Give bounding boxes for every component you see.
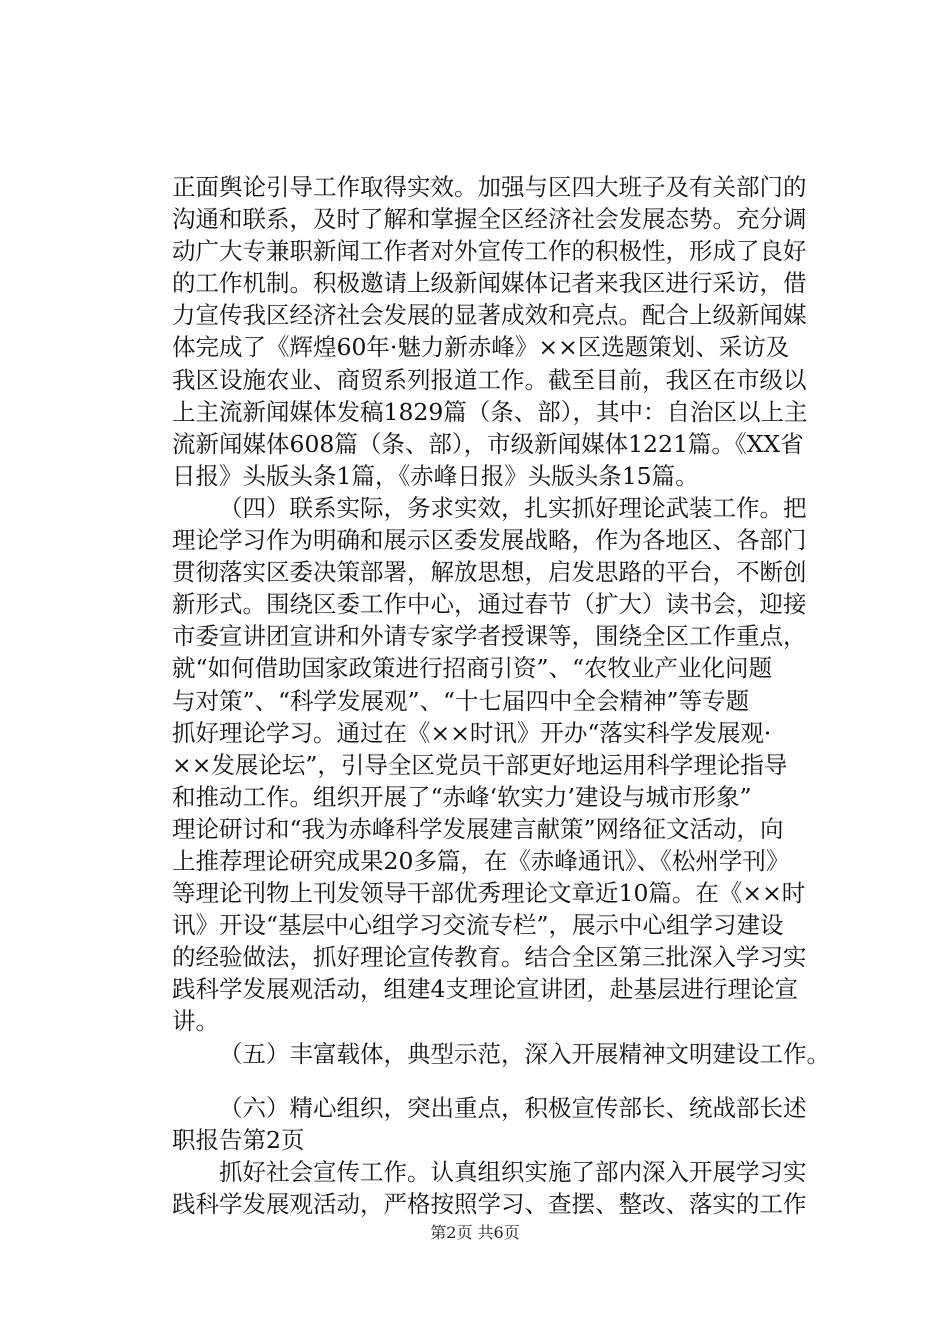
text-line: 践科学发展观活动，严格按照学习、查摆、整改、落实的工作 — [172, 1189, 807, 1218]
text-line: 上主流新闻媒体发稿1829篇（条、部），其中：自治区以上主 — [172, 397, 808, 426]
text-line: 和推动工作。组织开展了“赤峰‘软实力’建设与城市形象” — [172, 782, 752, 811]
paragraph-gap — [172, 1070, 844, 1092]
text-line: 体完成了《辉煌60年·魅力新赤峰》××区选题策划、采访及 — [172, 333, 790, 362]
text-line: 理论研讨和“我为赤峰科学发展建言献策”网络征文活动，向 — [172, 814, 784, 843]
text-line: 流新闻媒体608篇（条、部），市级新闻媒体1221篇。《XX省 — [172, 429, 804, 458]
text-line: 讲。 — [172, 1007, 219, 1036]
section-five-heading: （五）丰富载体，典型示范，深入开展精神文明建设工作。 — [219, 1039, 830, 1068]
text-line: 就“如何借助国家政策进行招商引资”、“农牧业产业化问题 — [172, 654, 773, 683]
page-number: 第2页 共6页 — [430, 1223, 520, 1242]
text-line: 抓好社会宣传工作。认真组织实施了部内深入开展学习实 — [219, 1157, 807, 1186]
document-body — [172, 171, 844, 1220]
text-line: 正面舆论引导工作取得实效。加强与区四大班子及有关部门的 — [172, 173, 807, 201]
text-line: 的工作机制。积极邀请上级新闻媒体记者来我区进行采访，借 — [172, 269, 807, 298]
text-line: 等理论刊物上刊发领导干部优秀理论文章近10篇。在《××时 — [172, 879, 806, 908]
text-line: 理论学习作为明确和展示区委发展战略，作为各地区、各部门 — [172, 526, 807, 555]
text-line: ××发展论坛”，引导全区党员干部更好地运用科学理论指导 — [172, 750, 788, 779]
text-line: 市委宣讲团宣讲和外请专家学者授课等，围绕全区工作重点， — [172, 622, 807, 651]
text-line: 沟通和联系，及时了解和掌握全区经济社会发展态势。充分调 — [172, 205, 807, 234]
text-line: 职报告第2页 — [172, 1125, 305, 1154]
text-line: 讯》开设“基层中心组学习交流专栏”，展示中心组学习建设 — [172, 911, 784, 940]
text-line: 抓好理论学习。通过在《××时讯》开办“落实科学发展观· — [172, 718, 772, 747]
text-line: 贯彻落实区委决策部署，解放思想，启发思路的平台，不断创 — [172, 558, 807, 587]
text-line: 上推荐理论研究成果20多篇，在《赤峰通讯》、《松州学刊》 — [172, 846, 790, 875]
section-six-heading: （六）精心组织，突出重点，积极宣传部长、统战部长述 — [219, 1093, 807, 1122]
text-line: 新形式。围绕区委工作中心，通过春节（扩大）读书会，迎接 — [172, 590, 807, 619]
text-line: 的经验做法，抓好理论宣传教育。结合全区第三批深入学习实 — [172, 943, 807, 972]
text-line: 力宣传我区经济社会发展的显著成效和亮点。配合上级新闻媒 — [172, 301, 807, 330]
text-line: 我区设施农业、商贸系列报道工作。截至目前，我区在市级以 — [172, 365, 807, 394]
text-line: 日报》头版头条1篇，《赤峰日报》头版头条15篇。 — [172, 461, 699, 490]
text-line: 与对策”、“科学发展观”、“十七届四中全会精神”等专题 — [172, 686, 750, 715]
section-four-heading: （四）联系实际，务求实效，扎实抓好理论武装工作。把 — [219, 493, 807, 522]
text-line: 践科学发展观活动，组建4支理论宣讲团，赴基层进行理论宣 — [172, 975, 798, 1004]
text-line: 动广大专兼职新闻工作者对外宣传工作的积极性，形成了良好 — [172, 237, 807, 266]
